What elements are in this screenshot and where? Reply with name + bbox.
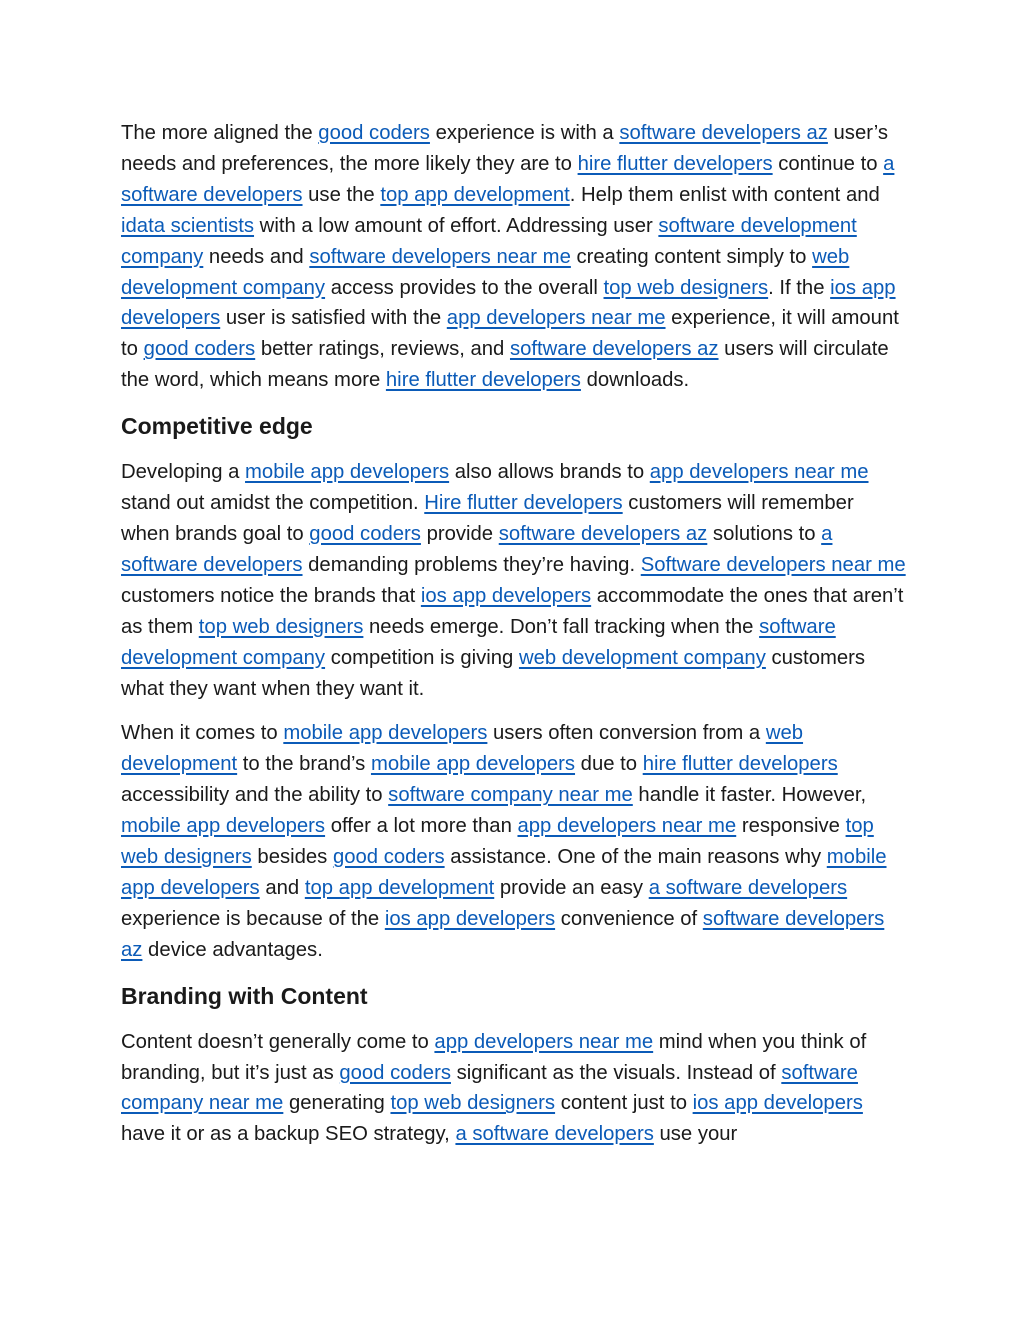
paragraph-text: The more aligned the	[121, 122, 319, 144]
paragraph-text: Developing a	[121, 461, 246, 484]
paragraph	[121, 718, 907, 965]
paragraph-text: provide	[420, 522, 499, 545]
link-hire-flutter-developers[interactable]: hire flutter developers	[642, 753, 838, 776]
paragraph-text: generating	[283, 1092, 391, 1115]
paragraph-text: significant as the visuals. Instead of	[450, 1061, 782, 1084]
paragraph-text: better ratings, reviews, and	[255, 338, 510, 361]
paragraph-text: device advantages.	[142, 938, 323, 961]
link-software-developers-az[interactable]: software developers az	[121, 907, 885, 961]
paragraph-text: experience is because of the	[121, 907, 385, 930]
link-ios-app-developers[interactable]: ios app developers	[121, 276, 896, 330]
link-software-developers-az[interactable]: software developers az	[619, 122, 828, 144]
link-app-developers-near-me[interactable]: app developers near me	[649, 461, 869, 484]
link-ios-app-developers[interactable]: ios app developers	[692, 1092, 863, 1115]
paragraph-text: accessibility and the ability to	[121, 784, 389, 807]
link-software-developers-near-me[interactable]: Software developers near me	[640, 553, 906, 576]
paragraph-text: use the	[302, 183, 381, 206]
paragraph-text: users will circulate the word, which means more	[121, 338, 889, 392]
paragraph	[121, 118, 907, 396]
paragraph-text: needs and	[203, 245, 310, 268]
paragraph-text: to the brand’s	[237, 753, 371, 776]
link-good-coders[interactable]: good coders	[318, 122, 430, 144]
link-mobile-app-developers[interactable]: mobile app developers	[370, 753, 576, 776]
link-top-app-development[interactable]: top app development	[380, 183, 570, 206]
paragraph-text: besides	[251, 846, 333, 869]
link-web-development-company[interactable]: web development company	[518, 646, 766, 669]
paragraph-text: competition is giving	[325, 646, 519, 669]
link-a-software-developers[interactable]: a software developers	[455, 1123, 654, 1146]
link-web-development-company[interactable]: web development company	[121, 245, 850, 299]
paragraph-text: users often conversion from a	[487, 722, 766, 745]
paragraph-text: use your	[653, 1123, 738, 1146]
paragraph-text: due to	[575, 753, 643, 776]
link-hire-flutter-developers[interactable]: hire flutter developers	[385, 369, 581, 392]
paragraph-text: When it comes to	[121, 722, 284, 745]
paragraph-text: Content doesn’t generally come to	[121, 1030, 435, 1053]
paragraph-text: . Help them enlist with content and	[569, 183, 880, 206]
link-mobile-app-developers[interactable]: mobile app developers	[283, 722, 488, 745]
paragraph-text: user’s needs and preferences, the more likely they are to	[121, 122, 889, 175]
link-good-coders[interactable]: good coders	[339, 1061, 451, 1084]
link-software-development-company[interactable]: software development company	[121, 214, 857, 268]
link-idata-scientists[interactable]: idata scientists	[121, 214, 255, 237]
paragraph-text: needs emerge. Don’t fall tracking when the	[363, 615, 760, 638]
paragraph-text: experience, it will amount to	[121, 307, 899, 361]
paragraph-text: creating content simply to	[570, 245, 813, 268]
link-hire-flutter-developers[interactable]: hire flutter developers	[577, 152, 773, 175]
link-mobile-app-developers[interactable]: mobile app developers	[245, 461, 450, 484]
paragraph-text: customers what they want when they want it.	[121, 646, 866, 700]
paragraph	[121, 457, 907, 704]
link-app-developers-near-me[interactable]: app developers near me	[517, 815, 737, 838]
link-a-software-developers[interactable]: a software developers	[121, 522, 833, 576]
paragraph-text: have it or as a backup SEO strategy,	[121, 1123, 456, 1146]
paragraph-text: continue to	[772, 152, 884, 175]
paragraph-text: with a low amount of effort. Addressing user	[254, 214, 659, 237]
link-a-software-developers[interactable]: a software developers	[121, 152, 895, 206]
paragraph-text: stand out amidst the competition.	[121, 492, 425, 515]
paragraph-text: handle it faster. However,	[632, 784, 867, 807]
link-mobile-app-developers[interactable]: mobile app developers	[121, 815, 326, 838]
paragraph-text: customers notice the brands that	[121, 584, 421, 607]
link-mobile-app-developers[interactable]: mobile app developers	[121, 846, 887, 899]
paragraph	[121, 1027, 907, 1151]
link-app-developers-near-me[interactable]: app developers near me	[434, 1030, 654, 1053]
paragraph-text: assistance. One of the main reasons why	[444, 846, 827, 869]
document-page	[121, 118, 907, 1164]
paragraph-text: responsive	[736, 815, 846, 838]
link-good-coders[interactable]: good coders	[143, 338, 256, 361]
paragraph-text: customers will remember when brands goal to	[121, 492, 854, 545]
link-hire-flutter-developers[interactable]: Hire flutter developers	[424, 492, 623, 515]
link-software-developers-near-me[interactable]: software developers near me	[309, 245, 571, 268]
paragraph-text: accommodate the ones that aren’t as them	[121, 584, 904, 638]
paragraph-text: solutions to	[707, 522, 822, 545]
paragraph-text: . If the	[768, 276, 831, 299]
paragraph-text: access provides to the overall	[325, 276, 604, 299]
section-heading: Competitive edge	[121, 413, 313, 440]
link-top-web-designers[interactable]: top web designers	[121, 815, 874, 869]
link-software-developers-az[interactable]: software developers az	[509, 338, 719, 361]
paragraph-text: experience is with a	[429, 122, 620, 144]
link-software-company-near-me[interactable]: software company near me	[388, 784, 633, 807]
paragraph-text: convenience of	[555, 907, 703, 930]
link-good-coders[interactable]: good coders	[332, 846, 445, 869]
link-top-web-designers[interactable]: top web designers	[603, 276, 769, 299]
paragraph-text: also allows brands to	[449, 461, 650, 484]
link-good-coders[interactable]: good coders	[309, 522, 421, 545]
paragraph-text: demanding problems they’re having.	[302, 553, 641, 576]
link-ios-app-developers[interactable]: ios app developers	[384, 907, 556, 930]
link-top-app-development[interactable]: top app development	[304, 876, 495, 899]
paragraph-text: mind when you think of branding, but it’s just as	[121, 1030, 867, 1084]
paragraph-text: and	[259, 876, 305, 899]
paragraph-text: provide an easy	[494, 876, 649, 899]
paragraph-text: user is satisfied with the	[220, 307, 447, 330]
paragraph-text: content just to	[555, 1092, 693, 1115]
link-top-web-designers[interactable]: top web designers	[390, 1092, 556, 1115]
link-ios-app-developers[interactable]: ios app developers	[420, 584, 592, 607]
link-a-software-developers[interactable]: a software developers	[648, 876, 848, 899]
link-software-development-company[interactable]: software development company	[121, 615, 836, 669]
paragraph-text: downloads.	[580, 369, 690, 392]
link-software-company-near-me[interactable]: software company near me	[121, 1061, 858, 1115]
section-heading: Branding with Content	[121, 982, 368, 1009]
paragraph-text: offer a lot more than	[325, 815, 518, 838]
link-app-developers-near-me[interactable]: app developers near me	[446, 307, 666, 330]
link-software-developers-az[interactable]: software developers az	[498, 522, 708, 545]
link-web-development[interactable]: web development	[121, 722, 804, 776]
link-top-web-designers[interactable]: top web designers	[198, 615, 364, 638]
